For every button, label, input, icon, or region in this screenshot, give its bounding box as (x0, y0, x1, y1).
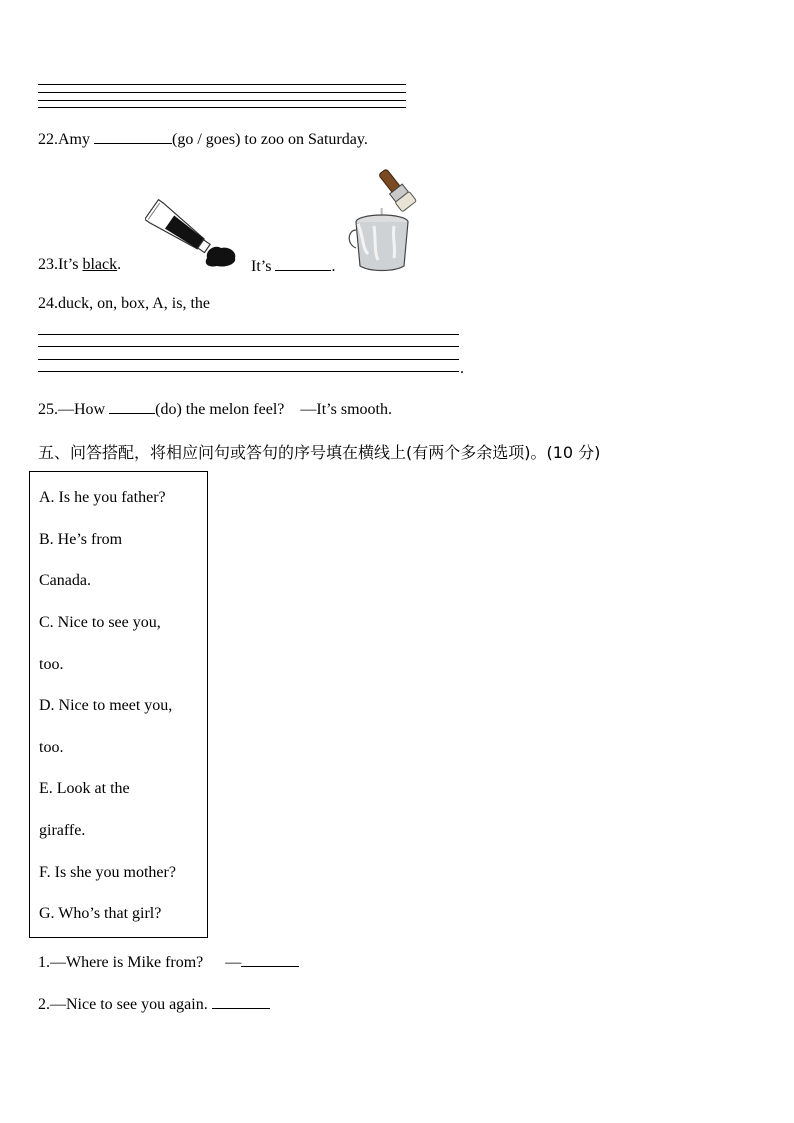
options-box (29, 471, 208, 938)
answer-blank[interactable] (94, 129, 172, 144)
dash: — (225, 954, 242, 971)
period: . (460, 360, 464, 377)
question-number: 22. (38, 131, 58, 148)
option-item: giraffe. (39, 822, 86, 839)
question-text: 1.—Where is Mike from? (38, 954, 204, 971)
answer-line[interactable] (38, 334, 459, 335)
answer-text: —It’s smooth. (300, 401, 392, 418)
answer-line[interactable] (38, 84, 406, 85)
question-prefix: It’s (251, 258, 272, 275)
answer-blank[interactable] (241, 952, 299, 967)
option-item: F. Is she you mother? (39, 864, 176, 881)
option-item: B. He’s from (39, 531, 123, 548)
scrambled-words: duck, on, box, A, is, the (58, 295, 210, 312)
question-prefix: —How (58, 401, 110, 418)
question-number: 25. (38, 401, 58, 418)
answer-line[interactable] (38, 107, 406, 108)
question-22 (38, 129, 368, 149)
answer-line[interactable] (38, 346, 459, 347)
section-heading: 五、问答搭配，将相应问句或答句的序号填在横线上(有两个多余选项)。(10 分) (38, 443, 601, 462)
question-prefix: It’s (58, 256, 83, 273)
option-item: A. Is he you father? (39, 489, 166, 506)
option-item: Canada. (39, 572, 91, 589)
question-hint: (do) the melon feel? (155, 401, 285, 418)
question-number: 23. (38, 256, 58, 273)
period: . (117, 256, 122, 273)
question-25 (38, 399, 392, 419)
answer-line[interactable] (38, 92, 406, 93)
question-24 (38, 295, 210, 313)
period: . (331, 258, 336, 275)
question-23-part2 (251, 256, 335, 276)
answer-blank[interactable] (212, 994, 270, 1009)
question-hint: (go / goes) to zoo on Saturday. (172, 131, 368, 148)
option-item: too. (39, 656, 64, 673)
question-subject: Amy (58, 131, 90, 148)
question-23 (38, 256, 121, 274)
underlined-word: black (82, 256, 118, 273)
paint-tube-icon (145, 198, 241, 270)
matching-question-2 (38, 994, 270, 1014)
question-text: 2.—Nice to see you again. (38, 996, 208, 1013)
answer-blank[interactable] (109, 399, 155, 414)
option-item: C. Nice to see you, (39, 614, 161, 631)
option-item: too. (39, 739, 64, 756)
option-item: G. Who’s that girl? (39, 905, 162, 922)
question-number: 24. (38, 295, 58, 312)
answer-line[interactable] (38, 371, 459, 372)
answer-line[interactable] (38, 100, 406, 101)
paint-bucket-icon (344, 168, 430, 272)
answer-line[interactable] (38, 359, 459, 360)
matching-question-1 (38, 952, 299, 972)
answer-blank[interactable] (275, 256, 331, 271)
option-item: E. Look at the (39, 780, 130, 797)
option-item: D. Nice to meet you, (39, 697, 173, 714)
